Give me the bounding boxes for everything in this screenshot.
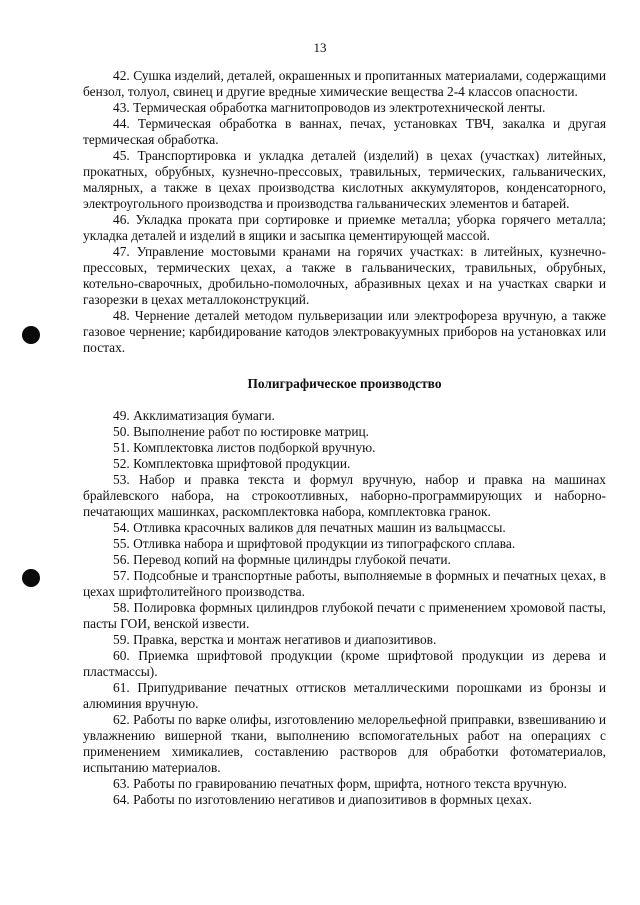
list-item: 52. Комплектовка шрифтовой продукции. — [113, 456, 351, 471]
punch-hole — [22, 569, 40, 587]
list-item: 47. Управление мостовыми кранами на горячих участках: в литейных, кузнечно-прессовых, термических цехах, а также в гальванических, травильных, обрубных, котельно-сварочных, дробильно-помолочных, абразивных цехах и на участках сварки и газорезки в цехах металлоконструкций. — [83, 244, 606, 307]
list-item: 50. Выполнение работ по юстировке матриц. — [113, 424, 370, 439]
punch-hole — [22, 326, 40, 344]
list-item: 46. Укладка проката при сортировке и приемке металла; уборка горячего металла; укладка деталей и изделий в ящики и засыпка цементирующей массой. — [83, 212, 606, 243]
list-item: 42. Сушка изделий, деталей, окрашенных и пропитанных материалами, содержащими бензол, толуол, свинец и другие вредные химические вещества 2-4 классов опасности. — [83, 68, 606, 99]
list-item: 59. Правка, верстка и монтаж негативов и диапозитивов. — [113, 632, 437, 647]
list-item: 64. Работы по изготовлению негативов и диапозитивов в формных цехах. — [113, 792, 532, 807]
list-item: 61. Припудривание печатных оттисков металлическими порошками из бронзы и алюминия вручную. — [83, 680, 606, 711]
list-item: 63. Работы по гравированию печатных форм, шрифта, нотного текста вручную. — [113, 776, 567, 791]
list-item: 60. Приемка шрифтовой продукции (кроме шрифтовой продукции из дерева и пластмассы). — [83, 648, 606, 679]
list-item: 45. Транспортировка и укладка деталей (изделий) в цехах (участках) литейных, прокатных, обрубных, кузнечно-прессовых, травильных, термических, гальванических, малярных, а также в цехах производства кислотных аккумуляторов, конденсаторного, электроугольного производства и производства гальванических элементов и батарей. — [83, 148, 606, 211]
section-title: Полиграфическое производство — [247, 376, 442, 391]
list-item: 44. Термическая обработка в ваннах, печах, установках ТВЧ, закалка и другая термическая обработка. — [83, 116, 606, 147]
document-body — [83, 68, 606, 808]
list-item: 54. Отливка красочных валиков для печатных машин из вальцмассы. — [113, 520, 506, 535]
list-item: 55. Отливка набора и шрифтовой продукции из типографского сплава. — [113, 536, 516, 551]
list-item: 51. Комплектовка листов подборкой вручную. — [113, 440, 376, 455]
page-number: 13 — [313, 40, 327, 55]
list-item: 48. Чернение деталей методом пульверизации или электрофореза вручную, а также газовое чернение; карбидирование катодов электровакуумных приборов на установках или постах. — [83, 308, 606, 355]
list-item: 43. Термическая обработка магнитопроводов из электротехнической ленты. — [113, 100, 546, 115]
list-item: 58. Полировка формных цилиндров глубокой печати с применением хромовой пасты, пасты ГОИ, венской извести. — [83, 600, 606, 631]
list-item: 62. Работы по варке олифы, изготовлению мелорельефной приправки, взвешиванию и увлажнению вишерной ткани, выполнению вспомогательных работ на операциях с применением химикалиев, составлению растворов для обработки фотоматериалов, испытанию материалов. — [83, 712, 606, 775]
list-item: 53. Набор и правка текста и формул вручную, набор и правка на машинах брайлевского набора, на строкоотливных, наборно-программирующих и наборно-печатающих машинках, раскомплектовка набора, комплектовка гранок. — [83, 472, 606, 519]
list-item: 56. Перевод копий на формные цилиндры глубокой печати. — [113, 552, 451, 567]
list-item: 49. Акклиматизация бумаги. — [113, 408, 275, 423]
list-item: 57. Подсобные и транспортные работы, выполняемые в формных и печатных цехах, в цехах шрифтолитейного производства. — [83, 568, 606, 599]
